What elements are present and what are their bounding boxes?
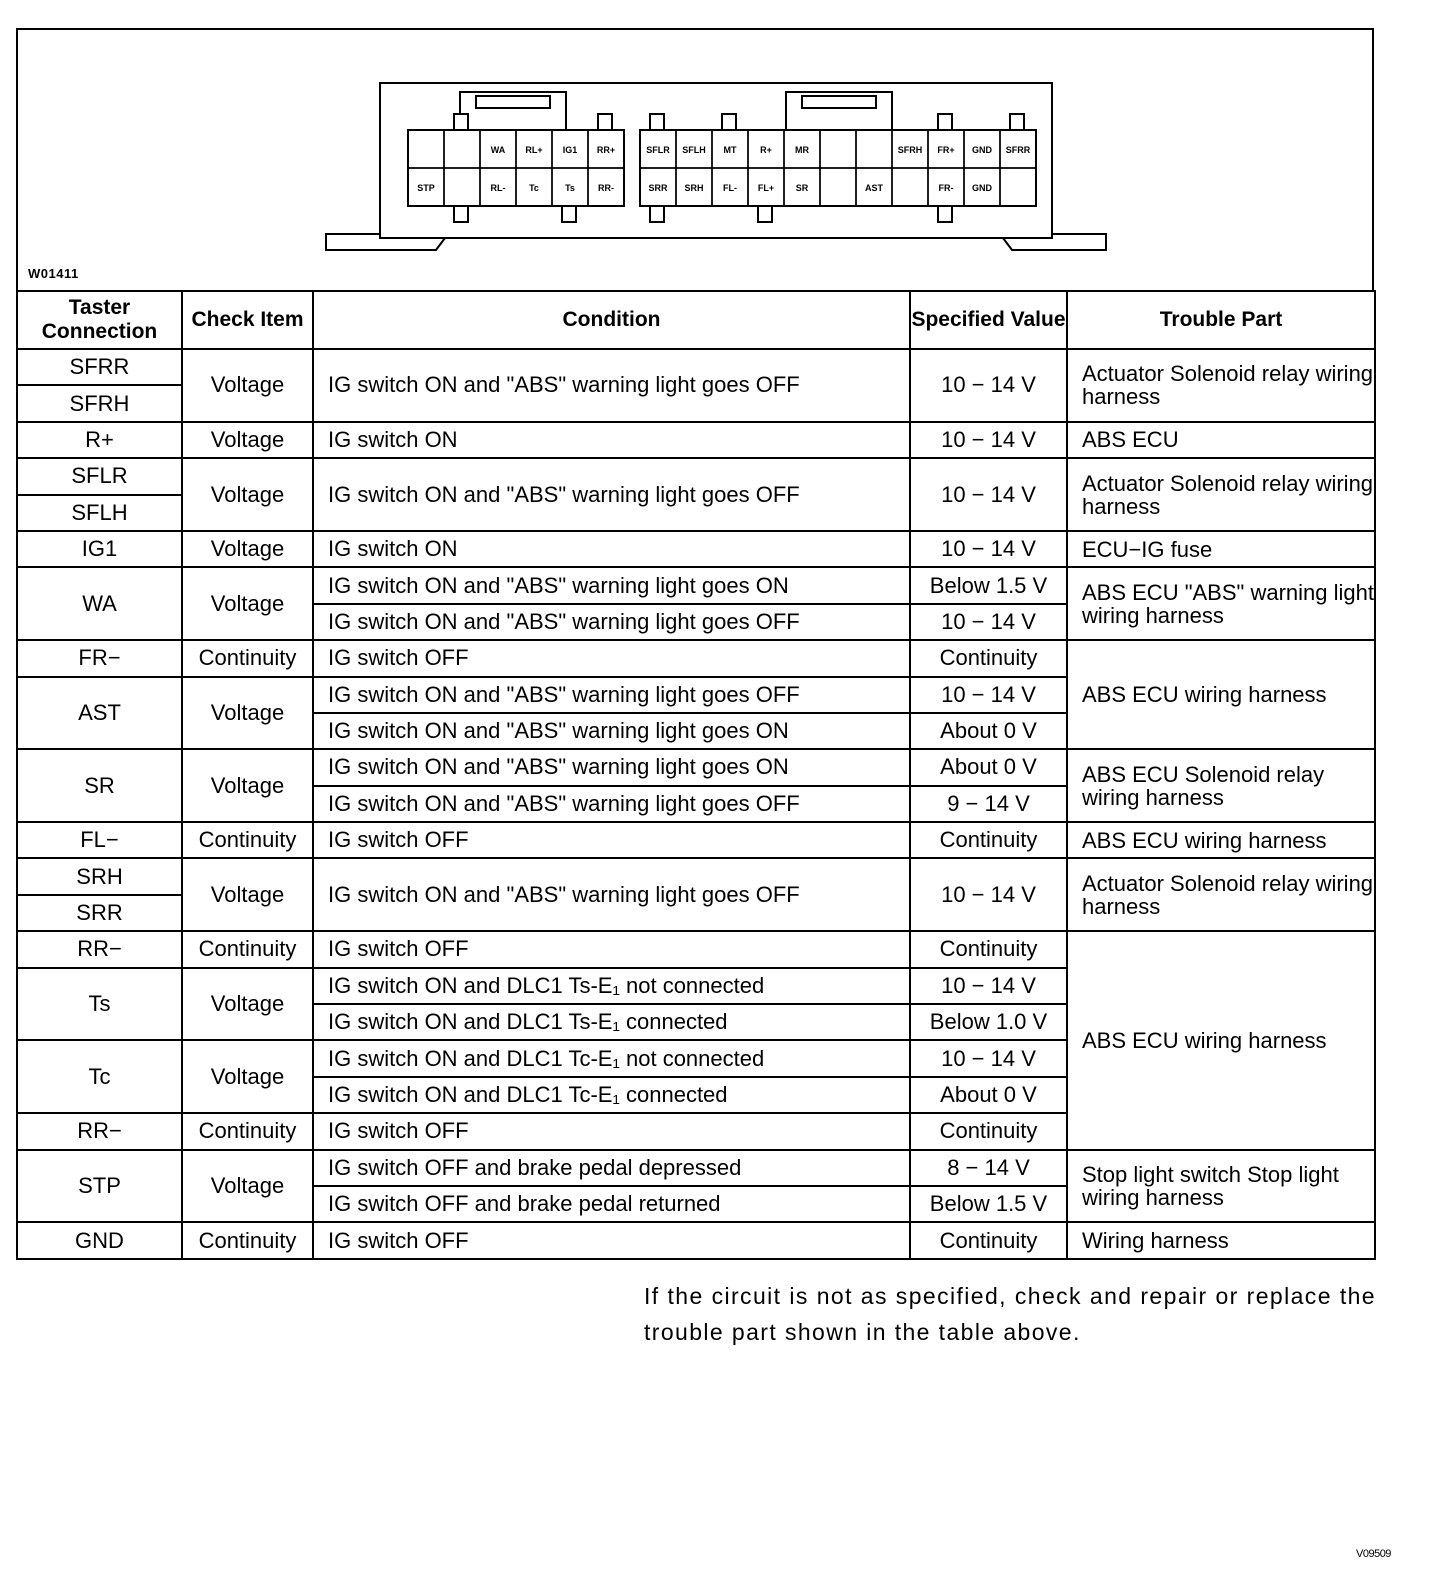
tester-cell: Tc <box>17 1040 182 1113</box>
terminal-lock-tab <box>650 114 664 130</box>
terminal-lock-tab <box>938 114 952 130</box>
value-cell: About 0 V <box>910 749 1067 785</box>
page-code: V09509 <box>1356 1548 1391 1560</box>
header-tester-connection: Taster Connection <box>17 291 182 349</box>
header-condition: Condition <box>313 291 910 349</box>
condition-cell: IG switch ON and "ABS" warning light goes OFF <box>313 677 910 713</box>
terminal-label: R+ <box>760 145 772 155</box>
check-cell: Continuity <box>182 822 313 858</box>
tester-cell: RR− <box>17 1113 182 1149</box>
check-cell: Voltage <box>182 749 313 822</box>
trouble-cell: ABS ECU <box>1067 422 1375 458</box>
trouble-cell: ABS ECU Solenoid relay wiring harness <box>1067 749 1375 822</box>
tester-cell: IG1 <box>17 531 182 567</box>
value-cell: Below 1.0 V <box>910 1004 1067 1040</box>
header-check-item: Check Item <box>182 291 313 349</box>
tester-cell: WA <box>17 567 182 640</box>
tester-cell: R+ <box>17 422 182 458</box>
check-cell: Voltage <box>182 858 313 931</box>
trouble-cell: Actuator Solenoid relay wiring harness <box>1067 858 1375 931</box>
tester-cell: SRR <box>17 895 182 931</box>
check-cell: Voltage <box>182 1040 313 1113</box>
trouble-cell: ABS ECU wiring harness <box>1067 931 1375 1149</box>
trouble-cell: Stop light switch Stop light wiring harness <box>1067 1150 1375 1223</box>
condition-cell: IG switch OFF and brake pedal returned <box>313 1186 910 1222</box>
table-row <box>17 640 1375 676</box>
condition-cell: IG switch ON and "ABS" warning light goes OFF <box>313 349 910 422</box>
check-cell: Voltage <box>182 677 313 750</box>
trouble-cell: ABS ECU wiring harness <box>1067 640 1375 749</box>
terminal-label: FL+ <box>757 183 775 193</box>
value-cell: 10 − 14 V <box>910 604 1067 640</box>
terminal-label: STP <box>417 183 435 193</box>
condition-cell: IG switch ON and DLC1 Tc-E₁ connected <box>313 1077 910 1113</box>
value-cell: Continuity <box>910 822 1067 858</box>
table-row <box>17 822 1375 858</box>
check-cell: Voltage <box>182 531 313 567</box>
value-cell: About 0 V <box>910 713 1067 749</box>
check-cell: Voltage <box>182 458 313 531</box>
condition-cell: IG switch ON and DLC1 Tc-E₁ not connected <box>313 1040 910 1076</box>
check-cell: Voltage <box>182 968 313 1041</box>
condition-cell: IG switch ON and "ABS" warning light goes ON <box>313 749 910 785</box>
trouble-cell: Actuator Solenoid relay wiring harness <box>1067 349 1375 422</box>
trouble-cell: Actuator Solenoid relay wiring harness <box>1067 458 1375 531</box>
terminal-lock-tab <box>722 114 736 130</box>
terminal-label: MR <box>795 145 809 155</box>
terminal-lock-tab <box>758 206 772 222</box>
terminal-lock-tab <box>454 114 468 130</box>
terminal-label: IG1 <box>562 145 578 155</box>
value-cell: Continuity <box>910 931 1067 967</box>
tester-cell: SRH <box>17 858 182 894</box>
trouble-cell: ECU−IG fuse <box>1067 531 1375 567</box>
table-row <box>17 458 1375 494</box>
tester-cell: GND <box>17 1222 182 1258</box>
terminal-label: RL+ <box>525 145 543 155</box>
check-cell: Voltage <box>182 422 313 458</box>
terminal-label: RR- <box>598 183 614 193</box>
table-row <box>17 749 1375 785</box>
check-cell: Voltage <box>182 349 313 422</box>
check-cell: Continuity <box>182 1113 313 1149</box>
condition-cell: IG switch OFF <box>313 822 910 858</box>
header-specified-value: Specified Value <box>910 291 1067 349</box>
trouble-cell: Wiring harness <box>1067 1222 1375 1258</box>
terminal-label: SRH <box>684 183 704 193</box>
condition-cell: IG switch ON and "ABS" warning light goes ON <box>313 567 910 603</box>
tester-cell: STP <box>17 1150 182 1223</box>
value-cell: Below 1.5 V <box>910 567 1067 603</box>
table-row <box>17 1222 1375 1258</box>
condition-cell: IG switch ON and "ABS" warning light goes OFF <box>313 604 910 640</box>
terminal-lock-tab <box>598 114 612 130</box>
terminal-label: Tc <box>529 183 539 193</box>
terminal-label: GND <box>972 145 992 155</box>
condition-cell: IG switch OFF <box>313 931 910 967</box>
value-cell: 9 − 14 V <box>910 786 1067 822</box>
condition-cell: IG switch ON and "ABS" warning light goes OFF <box>313 458 910 531</box>
terminal-label: SFLR <box>646 145 670 155</box>
figure-id: W01411 <box>28 266 79 281</box>
check-cell: Voltage <box>182 567 313 640</box>
condition-cell: IG switch OFF and brake pedal depressed <box>313 1150 910 1186</box>
condition-cell: IG switch ON <box>313 422 910 458</box>
terminal-lock-tab <box>562 206 576 222</box>
check-cell: Continuity <box>182 640 313 676</box>
value-cell: 10 − 14 V <box>910 531 1067 567</box>
terminal-label: WA <box>490 145 506 155</box>
value-cell: Continuity <box>910 640 1067 676</box>
value-cell: About 0 V <box>910 1077 1067 1113</box>
tester-cell: SFLR <box>17 458 182 494</box>
tester-cell: SR <box>17 749 182 822</box>
condition-cell: IG switch ON and DLC1 Ts-E₁ not connected <box>313 968 910 1004</box>
value-cell: Continuity <box>910 1222 1067 1258</box>
tester-cell: FL− <box>17 822 182 858</box>
value-cell: 10 − 14 V <box>910 677 1067 713</box>
value-cell: 10 − 14 V <box>910 858 1067 931</box>
terminal-label: MT <box>723 145 737 155</box>
tester-cell: AST <box>17 677 182 750</box>
table-row <box>17 567 1375 603</box>
terminal-lock-tab <box>650 206 664 222</box>
right-connector <box>640 114 1036 222</box>
tester-cell: Ts <box>17 968 182 1041</box>
value-cell: 10 − 14 V <box>910 968 1067 1004</box>
document <box>16 28 1374 1260</box>
value-cell: Below 1.5 V <box>910 1186 1067 1222</box>
terminal-label: SFRH <box>897 145 923 155</box>
left-connector <box>408 114 624 222</box>
terminal-lock-tab <box>454 206 468 222</box>
condition-cell: IG switch ON and "ABS" warning light goes OFF <box>313 858 910 931</box>
table-row <box>17 931 1375 967</box>
table-header-row <box>17 291 1375 349</box>
terminal-label: RR+ <box>596 145 616 155</box>
header-trouble-part: Trouble Part <box>1067 291 1375 349</box>
check-cell: Continuity <box>182 931 313 967</box>
terminal-label: SFRR <box>1005 145 1031 155</box>
condition-cell: IG switch ON and DLC1 Ts-E₁ connected <box>313 1004 910 1040</box>
condition-cell: IG switch OFF <box>313 1113 910 1149</box>
terminal-label: SFLH <box>682 145 706 155</box>
connector-figure-panel <box>16 28 1374 290</box>
value-cell: Continuity <box>910 1113 1067 1149</box>
check-cell: Continuity <box>182 1222 313 1258</box>
terminal-label: SR <box>795 183 809 193</box>
ecu-connector-diagram <box>318 78 1118 256</box>
terminal-lock-tab <box>1010 114 1024 130</box>
table-row <box>17 531 1375 567</box>
trouble-cell: ABS ECU wiring harness <box>1067 822 1375 858</box>
tester-cell: SFLH <box>17 495 182 531</box>
condition-cell: IG switch OFF <box>313 640 910 676</box>
terminal-label: SRR <box>648 183 668 193</box>
check-cell: Voltage <box>182 1150 313 1223</box>
condition-cell: IG switch ON <box>313 531 910 567</box>
tester-cell: SFRR <box>17 349 182 385</box>
table-row <box>17 349 1375 385</box>
table-row <box>17 422 1375 458</box>
table-row <box>17 1150 1375 1186</box>
value-cell: 10 − 14 V <box>910 458 1067 531</box>
terminal-label: GND <box>972 183 992 193</box>
tester-cell: SFRH <box>17 385 182 421</box>
value-cell: 8 − 14 V <box>910 1150 1067 1186</box>
terminal-lock-tab <box>938 206 952 222</box>
tester-cell: FR− <box>17 640 182 676</box>
value-cell: 10 − 14 V <box>910 1040 1067 1076</box>
value-cell: 10 − 14 V <box>910 349 1067 422</box>
inspection-table <box>16 290 1376 1260</box>
value-cell: 10 − 14 V <box>910 422 1067 458</box>
terminal-label: FL- <box>723 183 737 193</box>
terminal-label: Ts <box>565 183 575 193</box>
table-row <box>17 858 1375 894</box>
trouble-cell: ABS ECU "ABS" warning light wiring harness <box>1067 567 1375 640</box>
terminal-label: AST <box>865 183 883 193</box>
tester-cell: RR− <box>17 931 182 967</box>
condition-cell: IG switch ON and "ABS" warning light goes ON <box>313 713 910 749</box>
terminal-label: FR+ <box>937 145 955 155</box>
repair-note: If the circuit is not as specified, check and repair or replace the trouble part shown in the table above. <box>644 1283 1376 1345</box>
condition-cell: IG switch ON and "ABS" warning light goes OFF <box>313 786 910 822</box>
terminal-label: RL- <box>490 183 506 193</box>
terminal-label: FR- <box>938 183 954 193</box>
condition-cell: IG switch OFF <box>313 1222 910 1258</box>
